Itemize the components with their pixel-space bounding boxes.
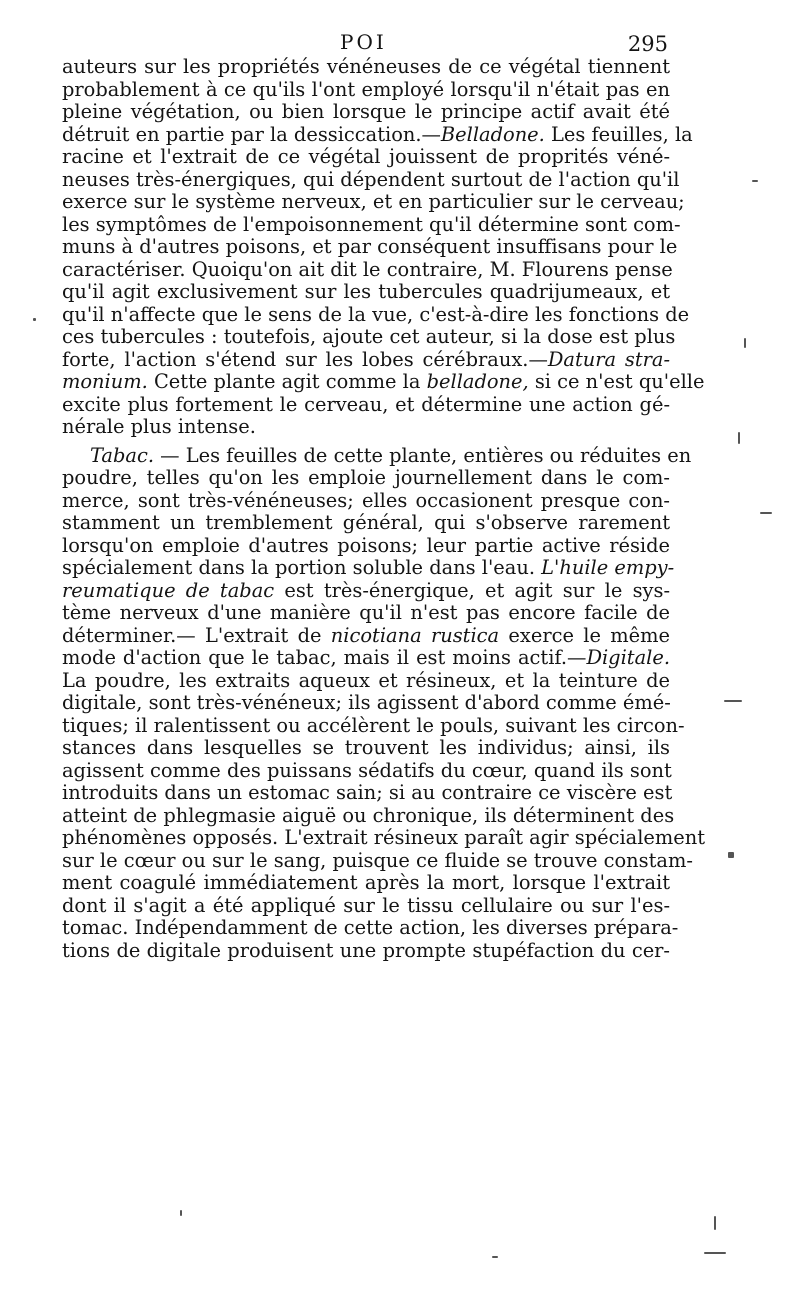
text-line (62, 167, 680, 192)
text-line (62, 349, 670, 372)
text-segment: stances dans lesquelles se trouvent les individus; ainsi, ils (62, 736, 670, 759)
text-segment: auteurs sur les propriétés vénéneuses de ce végétal tiennent (62, 55, 670, 78)
text-line (62, 826, 706, 850)
text-line (62, 535, 670, 558)
text-line (62, 625, 670, 648)
text-segment: excite plus fortement le cerveau, et détermine une action gé- (62, 392, 670, 416)
text-segment: neuses très-énergiques, qui dépendent surtout de l'action qu'il (62, 167, 680, 191)
text-segment: les symptômes de l'empoisonnement qu'il détermine sont com- (62, 212, 681, 236)
text-segment: détruit en partie par la dessiccation.— (62, 122, 441, 146)
text-segment: nérale plus intense. (62, 415, 256, 438)
text-segment: lorsqu'on emploie d'autres poisons; leur partie active réside (62, 533, 670, 557)
italic-term: Digitale. (586, 646, 670, 669)
text-segment: Les feuilles, la (544, 122, 693, 146)
text-segment: ces tubercules : toutefois, ajoute cet auteur, si la dose est plus (62, 325, 676, 348)
text-line (62, 580, 670, 603)
text-segment: qu'il agit exclusivement sur les tubercules quadrijumeaux, et (62, 280, 670, 303)
italic-term: L'huile empy- (541, 556, 675, 579)
text-segment: tomac. Indépendamment de cette action, les diverses prépara- (62, 916, 679, 939)
italic-term: nicotiana rustica (330, 623, 500, 647)
text-line (62, 281, 670, 304)
text-line (62, 490, 670, 513)
text-line (62, 416, 670, 439)
text-line (62, 79, 670, 102)
text-segment: caractériser. Quoiqu'on ait dit le contraire, M. Flourens pense (62, 257, 673, 281)
text-line (62, 235, 678, 259)
text-line (62, 146, 670, 169)
text-line (62, 940, 670, 963)
text-line (62, 692, 670, 715)
italic-term: Belladone. (440, 122, 545, 146)
page-number: 295 (627, 32, 668, 56)
text-segment: Cette plante agit comme la (147, 370, 427, 393)
italic-term: Datura stra- (547, 347, 671, 371)
text-line (62, 212, 681, 237)
text-line (62, 443, 692, 468)
text-segment: racine et l'extrait de ce végétal jouissent de proprités véné- (62, 145, 670, 168)
text-segment: merce, sont très-vénéneuses; elles occasionent presque con- (62, 488, 670, 512)
text-segment: La poudre, les extraits aqueux et résineux, et la teinture de (62, 668, 670, 692)
text-segment: atteint de phlegmasie aiguë ou chronique, ils déterminent des (62, 803, 675, 827)
text-line (62, 467, 670, 490)
text-line (62, 895, 670, 918)
text-line (62, 302, 690, 327)
text-line (62, 670, 670, 693)
text-line (62, 713, 685, 738)
text-segment: — Les feuilles de cette plante, entières ou réduites en (154, 443, 692, 467)
text-segment: probablement à ce qu'ils l'ont employé lorsqu'il n'était pas en (62, 77, 670, 101)
text-line (62, 101, 670, 124)
text-segment: agissent comme des puissans sédatifs du cœur, quand ils sont (62, 758, 672, 782)
text-line (62, 190, 685, 214)
text-line (62, 556, 675, 580)
text-segment: spécialement dans la portion soluble dans l'eau. (62, 556, 542, 579)
text-segment: sur le cœur ou sur le sang, puisque ce fluide se trouve constam- (62, 848, 693, 872)
text-line (62, 916, 679, 940)
text-line (62, 781, 673, 805)
text-segment: digitale, sont très-vénéneux; ils agissent d'abord comme émé- (62, 691, 671, 714)
text-segment: déterminer.— L'extrait de (62, 623, 331, 647)
text-line (62, 803, 675, 828)
italic-term: belladone, (426, 370, 529, 393)
text-line (62, 122, 693, 147)
text-line (62, 872, 670, 895)
text-segment: tiques; il ralentissent ou accélèrent le pouls, suivant les circon- (62, 713, 685, 737)
italic-term: monium. (62, 370, 148, 393)
body-text (62, 55, 706, 962)
text-segment: poudre, telles qu'on les emploie journellement dans le com- (62, 466, 670, 489)
text-segment: exerce sur le système nerveux, et en particulier sur le cerveau; (62, 190, 685, 213)
text-line (62, 848, 693, 873)
text-line (62, 325, 676, 349)
text-segment: pleine végétation, ou bien lorsque le principe actif avait été (62, 100, 670, 123)
text-segment: muns à d'autres poisons, et par conséquent insuffisans pour le (62, 235, 678, 258)
text-line (62, 760, 670, 783)
text-segment: mode d'action que le tabac, mais il est moins actif.— (62, 646, 587, 669)
text-segment: tions de digitale produisent une prompte stupéfaction du cer- (62, 938, 670, 962)
text-segment: phénomènes opposés. L'extrait résineux paraît agir spécialement (62, 826, 706, 849)
text-line (62, 512, 670, 535)
text-line (62, 737, 670, 760)
text-segment: introduits dans un estomac sain; si au contraire ce viscère est (62, 781, 673, 804)
text-segment: forte, l'action s'étend sur les lobes cérébraux.— (62, 347, 548, 371)
text-line (62, 56, 670, 79)
text-segment: est très-énergique, et agit sur le sys- (274, 578, 671, 602)
text-segment: qu'il n'affecte que le sens de la vue, c'est-à-dire les fonctions de (62, 302, 690, 326)
text-segment: exerce le même (499, 623, 670, 647)
text-segment: dont il s'agit a été appliqué sur le tissu cellulaire ou sur l'es- (62, 893, 670, 917)
text-line (62, 394, 670, 417)
text-segment: tème nerveux d'une manière qu'il n'est pas encore facile de (62, 601, 670, 624)
text-line (62, 257, 673, 282)
italic-term: reumatique de tabac (62, 578, 275, 602)
text-line (62, 370, 705, 394)
italic-term: Tabac. (90, 443, 154, 467)
text-segment: ment coagulé immédiatement après la mort, lorsque l'extrait (62, 871, 670, 894)
text-segment: stamment un tremblement général, qui s'observe rarement (62, 511, 670, 534)
running-head: POI (340, 30, 387, 54)
text-segment: si ce n'est qu'elle (528, 370, 705, 393)
text-line (62, 647, 670, 670)
text-line (62, 602, 670, 625)
